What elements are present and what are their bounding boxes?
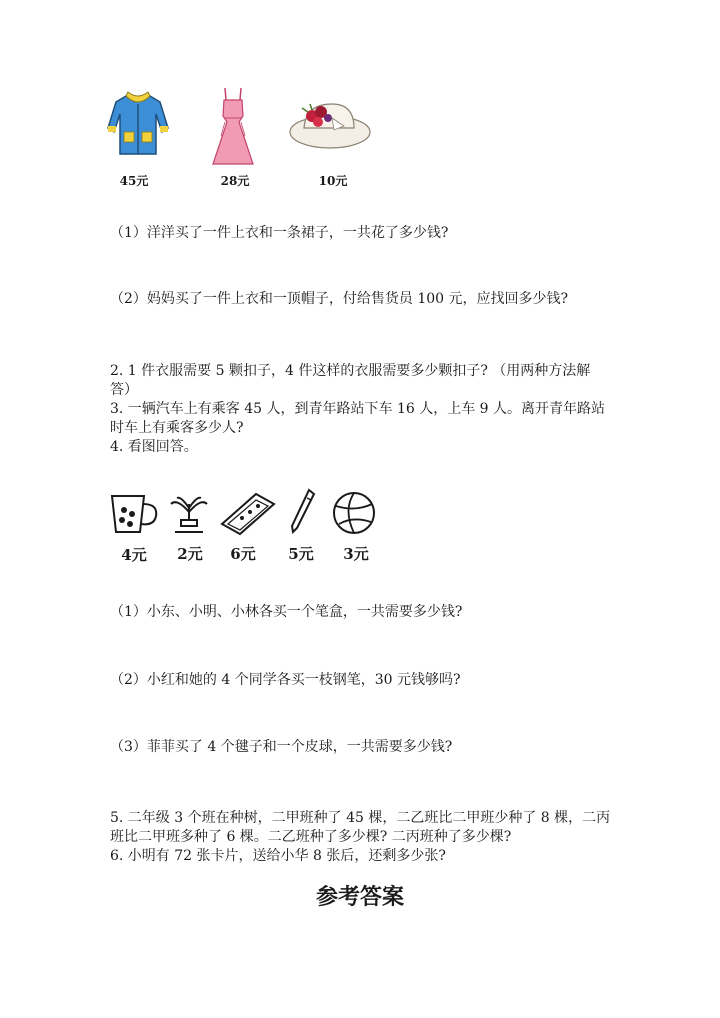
- hat-icon: [288, 96, 374, 154]
- pen-icon: [287, 488, 317, 536]
- hat-price: 10元: [318, 174, 348, 188]
- ball-price: 3元: [343, 545, 369, 563]
- jacket-icon: [104, 88, 172, 160]
- q2-line1: 2. 1 件衣服需要 5 颗扣子，4 件这样的衣服需要多少颗扣子? （用两种方法解: [110, 363, 591, 379]
- dress-price: 28元: [220, 174, 250, 188]
- q1-sub1: （1）洋洋买了一件上衣和一条裙子，一共花了多少钱?: [110, 225, 449, 241]
- q3-line2: 时车上有乘客多少人?: [110, 420, 244, 436]
- cup-price: 4元: [121, 546, 147, 564]
- shuttlecock-icon: [167, 494, 211, 536]
- ball-icon: [331, 490, 377, 536]
- q3-line1: 3. 一辆汽车上有乘客 45 人，到青年路站下车 16 人，上车 9 人。离开青年路站: [110, 401, 606, 417]
- q4-prompt: 4. 看图回答。: [110, 439, 198, 455]
- q4-sub2: （2）小红和她的 4 个同学各买一枝钢笔，30 元钱够吗?: [110, 672, 461, 688]
- q1-sub2: （2）妈妈买了一件上衣和一顶帽子，付给售货员 100 元，应找回多少钱?: [110, 291, 569, 307]
- q6: 6. 小明有 72 张卡片，送给小华 8 张后，还剩多少张?: [110, 848, 446, 864]
- pencil-box-price: 6元: [230, 545, 256, 563]
- q5-line1: 5. 二年级 3 个班在种树，二甲班种了 45 棵，二乙班比二甲班少种了 8 棵，二丙: [110, 810, 611, 826]
- dress-icon: [205, 86, 261, 166]
- shuttlecock-cup-icon: [108, 492, 160, 536]
- pencil-box-icon: [218, 490, 278, 536]
- q4-sub1: （1）小东、小明、小林各买一个笔盒，一共需要多少钱?: [110, 604, 463, 620]
- q4-sub3: （3）菲菲买了 4 个毽子和一个皮球，一共需要多少钱?: [110, 739, 453, 755]
- jacket-price: 45元: [119, 174, 149, 188]
- q5-line2: 班比二甲班多种了 6 棵。二乙班种了多少棵? 二丙班种了多少棵?: [110, 829, 512, 845]
- answer-title: 参考答案: [315, 884, 404, 910]
- shuttlecock-price: 2元: [177, 545, 203, 563]
- q2-line2: 答）: [110, 382, 138, 398]
- pen-price: 5元: [288, 545, 314, 563]
